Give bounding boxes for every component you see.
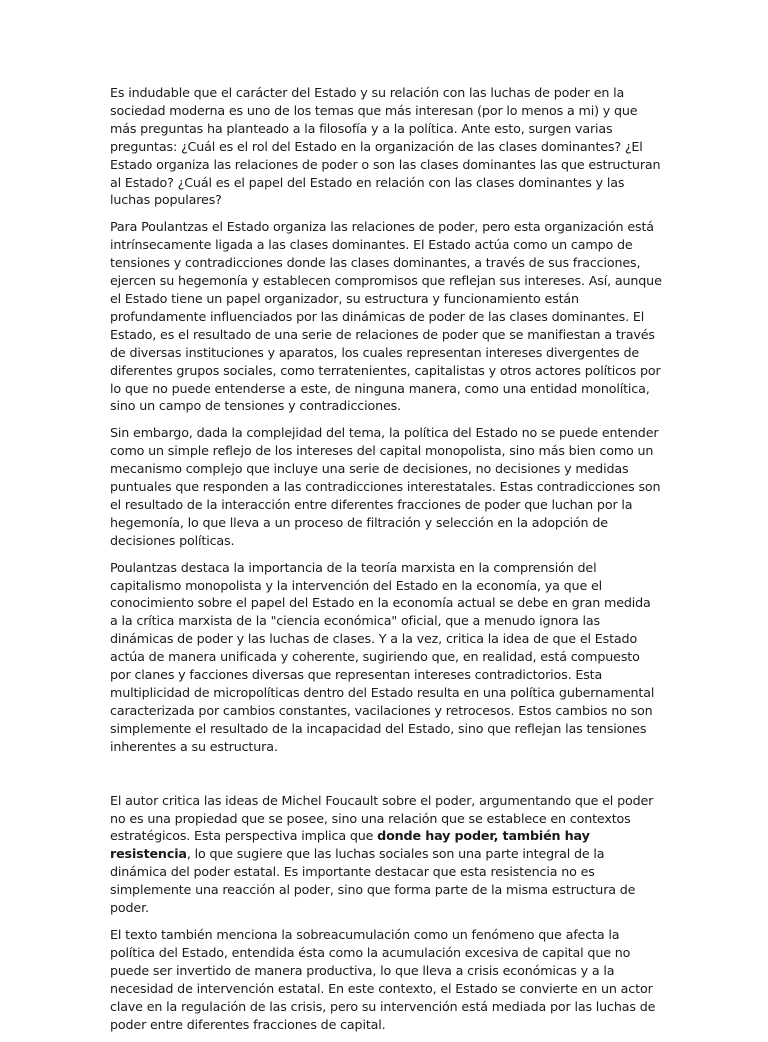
paragraph-6: El texto también menciona la sobreacumulación como un fenómeno que afecta la política del Estado, entendida ésta como la acumulación excesiva de capital que no puede ser invertido de manera productiva, lo que lleva a crisis económicas y a la necesidad de intervención estatal. En este contexto, el Estado se convierte en un actor clave en la regulación de las crisis, pero su intervención está mediada por las luchas de poder entre diferentes fracciones de capital.	[110, 926, 656, 1032]
paragraph-1: Es indudable que el carácter del Estado y su relación con las luchas de poder en la sociedad moderna es uno de los temas que más interesan (por lo menos a mi) y que más preguntas ha planteado a la filosofía y a la política. Ante esto, surgen varias preguntas: ¿Cuál es el rol del Estado en la organización de las clases dominantes? ¿El Estado organiza las relaciones de poder o son las clases dominantes las que estructuran al Estado? ¿Cuál es el papel del Estado en relación con las clases dominantes y las luchas populares?	[110, 85, 661, 208]
paragraph-2: Para Poulantzas el Estado organiza las relaciones de poder, pero esta organización está intrínsecamente ligada a las clases dominantes. El Estado actúa como un campo de tensiones y contradicciones donde las clases dominantes, a través de sus fracciones, ejercen su hegemonía y establecen compromisos que reflejan sus intereses. Así, aunque el Estado tiene un papel organizador, su estructura y funcionamiento están profundamente influenciados por las dinámicas de poder de las clases dominantes. El Estado, es el resultado de una serie de relaciones de poder que se manifiestan a través de diversas instituciones y aparatos, los cuales representan intereses divergentes de diferentes grupos sociales, como terratenientes, capitalistas y otros actores políticos por lo que no puede entenderse a este, de ninguna manera, como una entidad monolítica, sino un campo de tensiones y contradicciones.	[110, 219, 662, 414]
document-body	[110, 84, 662, 1042]
paragraph-5	[110, 792, 662, 917]
paragraph-4: Poulantzas destaca la importancia de la teoría marxista en la comprensión del capitalismo monopolista y la intervención del Estado en la economía, ya que el conocimiento sobre el papel del Estado en la economía actual se debe en gran medida a la crítica marxista de la "ciencia económica" oficial, que a menudo ignora las dinámicas de poder y las luchas de clases. Y a la vez, critica la idea de que el Estado actúa de manera unificada y coherente, sugiriendo que, en realidad, está compuesto por clanes y facciones diversas que representan intereses contradictorios. Esta multiplicidad de micropolíticas dentro del Estado resulta en una política gubernamental caracterizada por cambios constantes, vacilaciones y retrocesos. Estos cambios no son simplemente el resultado de la incapacidad del Estado, sino que reflejan las tensiones inherentes a su estructura.	[110, 559, 655, 754]
paragraph-5-bold-phrase: donde hay poder, también hay resistencia	[110, 828, 590, 862]
paragraph-5-text-end: , lo que sugiere que las luchas sociales son una parte integral de la dinámica del poder estatal. Es importante destacar que esta resistencia no es simplemente una reacción al poder, sino que forma parte de la misma estructura de poder.	[110, 846, 636, 916]
paragraph-5-text-start: El autor critica las ideas de Michel Foucault sobre el poder, argumentando que el poder no es una propiedad que se posee, sino una relación que se establece en contextos estratégicos. Esta perspectiva implica que	[110, 792, 654, 844]
paragraph-3: Sin embargo, dada la complejidad del tema, la política del Estado no se puede entender como un simple reflejo de los intereses del capital monopolista, sino más bien como un mecanismo complejo que incluye una serie de decisiones, no decisiones y medidas puntuales que responden a las contradicciones interestatales. Estas contradicciones son el resultado de la interacción entre diferentes fracciones de poder que luchan por la hegemonía, lo que lleva a un proceso de filtración y selección en la adopción de decisiones políticas.	[110, 425, 661, 548]
